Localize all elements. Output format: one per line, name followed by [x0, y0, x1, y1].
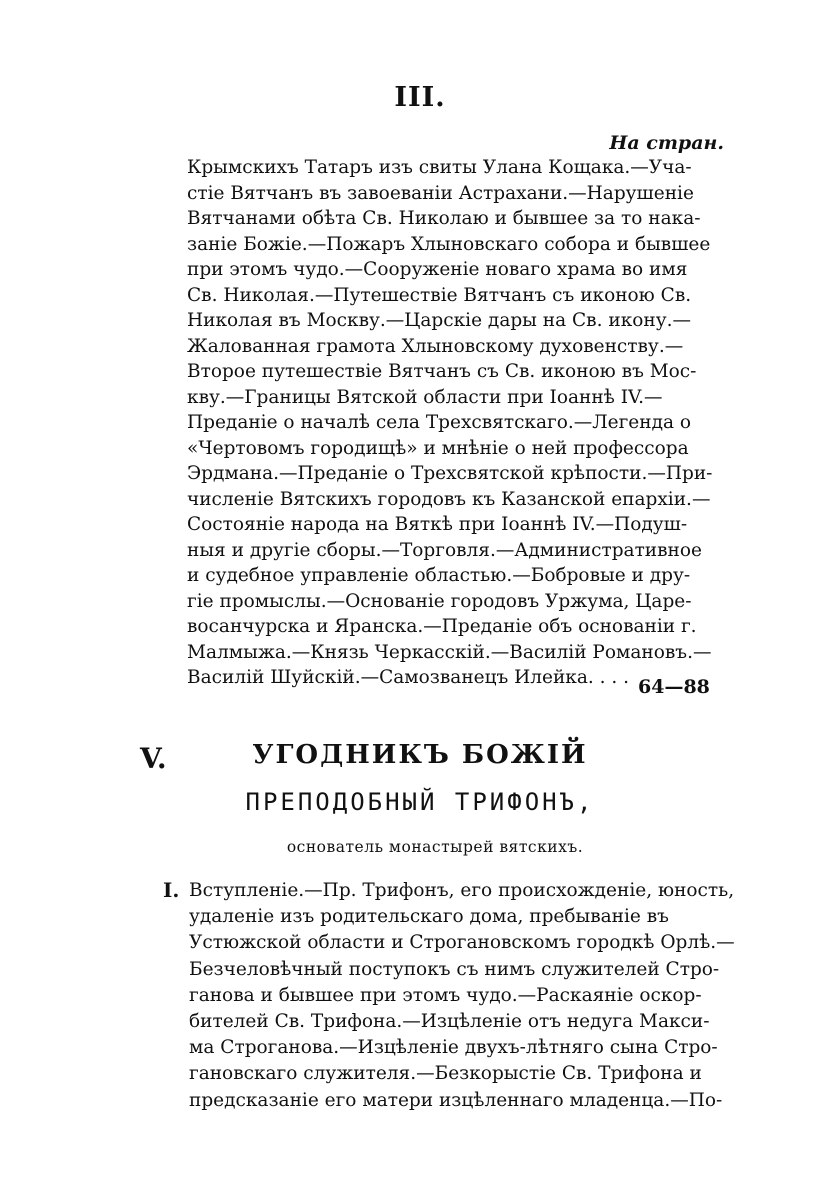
toc-line: Вятчанами обѣта Св. Николаю и бывшее за то нака- [187, 208, 701, 229]
toc-line: гіе промыслы.—Основаніе городовъ Уржума, Царе- [187, 590, 692, 612]
chapter-line: удаленіе изъ родительскаго дома, пребываніе въ [189, 906, 669, 928]
chapter-number: I. [163, 878, 180, 902]
toc-line: и судебное управленіе областью.—Бобровые и дру- [187, 565, 691, 586]
toc-line: Василій Шуйскій.—Самозванецъ Илейка. . . . [187, 667, 630, 688]
toc-line: Состояніе народа на Вяткѣ при Іоаннѣ IV.—Подуш- [187, 514, 688, 535]
section-caption: основатель монастырей вятскихъ. [286, 838, 584, 856]
chapter-line: предсказаніе его матери изцѣленнаго младенца.—По- [189, 1089, 723, 1111]
section-subtitle: ПРЕПОДОБНЫЙ ТРИФОНЪ, [245, 788, 595, 816]
chapter-line: бителей Св. Трифона.—Изцѣленіе отъ недуга Макси- [189, 1011, 710, 1033]
chapter-line: ма Строганова.—Изцѣленіе двухъ-лѣтняго сына Стро- [189, 1037, 718, 1059]
toc-line: заніе Божіе.—Пожаръ Хлыновскаго собора и бывшее [187, 233, 711, 255]
section-title: УГОДНИКЪ БОЖІЙ [252, 740, 588, 770]
toc-line: Св. Николая.—Путешествіе Вятчанъ съ иконою Св. [187, 284, 692, 306]
toc-line: Малмыжа.—Князь Черкасскій.—Василій Романовъ.— [187, 641, 712, 663]
toc-line: восанчурска и Яранска.—Преданіе объ основаніи г. [187, 616, 697, 637]
toc-page-range: 64—88 [638, 676, 710, 698]
chapter-line: Безчеловѣчный поступокъ съ нимъ служителей Стро- [189, 958, 720, 980]
toc-line: кву.—Границы Вятской области при Іоаннѣ IV.— [187, 386, 663, 408]
toc-line: «Чертовомъ городищѣ» и мнѣніе о ней профессора [187, 437, 689, 459]
toc-line: при этомъ чудо.—Сооруженіе новаго храма во имя [187, 259, 688, 280]
chapter-line: Устюжской области и Строгановскомъ городкѣ Орлѣ.— [189, 932, 735, 954]
toc-line: ныя и другіе сборы.—Торговля.—Административное [187, 539, 702, 561]
page-column-header: На стран. [609, 132, 724, 154]
page-number: III. [394, 82, 446, 113]
chapter-line: ганова и бывшее при этомъ чудо.—Раскаяніе оскор- [189, 984, 702, 1006]
toc-line: стіе Вятчанъ въ завоеваніи Астрахани.—Нарушеніе [187, 182, 694, 204]
toc-line: Крымскихъ Татаръ изъ свиты Улана Кощака.—Уча- [187, 157, 692, 178]
toc-line: Преданіе о началѣ села Трехсвятскаго.—Легенда о [187, 412, 692, 433]
toc-line: Николая въ Москву.—Царскіе дары на Св. икону.— [187, 310, 691, 331]
toc-line: Жалованная грамота Хлыновскому духовенству.— [187, 335, 684, 357]
chapter-line: гановскаго служителя.—Безкорыстіе Св. Трифона и [189, 1063, 702, 1085]
chapter-line: Вступленіе.—Пр. Трифонъ, его происхожденіе, юность, [189, 880, 735, 901]
toc-line: Эрдмана.—Преданіе о Трехсвятской крѣпости.—При- [187, 463, 713, 484]
toc-line: численіе Вятскихъ городовъ къ Казанской епархіи.— [187, 488, 711, 510]
chapter-summary-text [189, 878, 735, 1114]
toc-line: Второе путешествіе Вятчанъ съ Св. иконою въ Мос- [187, 361, 697, 382]
section-number: V. [140, 742, 167, 775]
